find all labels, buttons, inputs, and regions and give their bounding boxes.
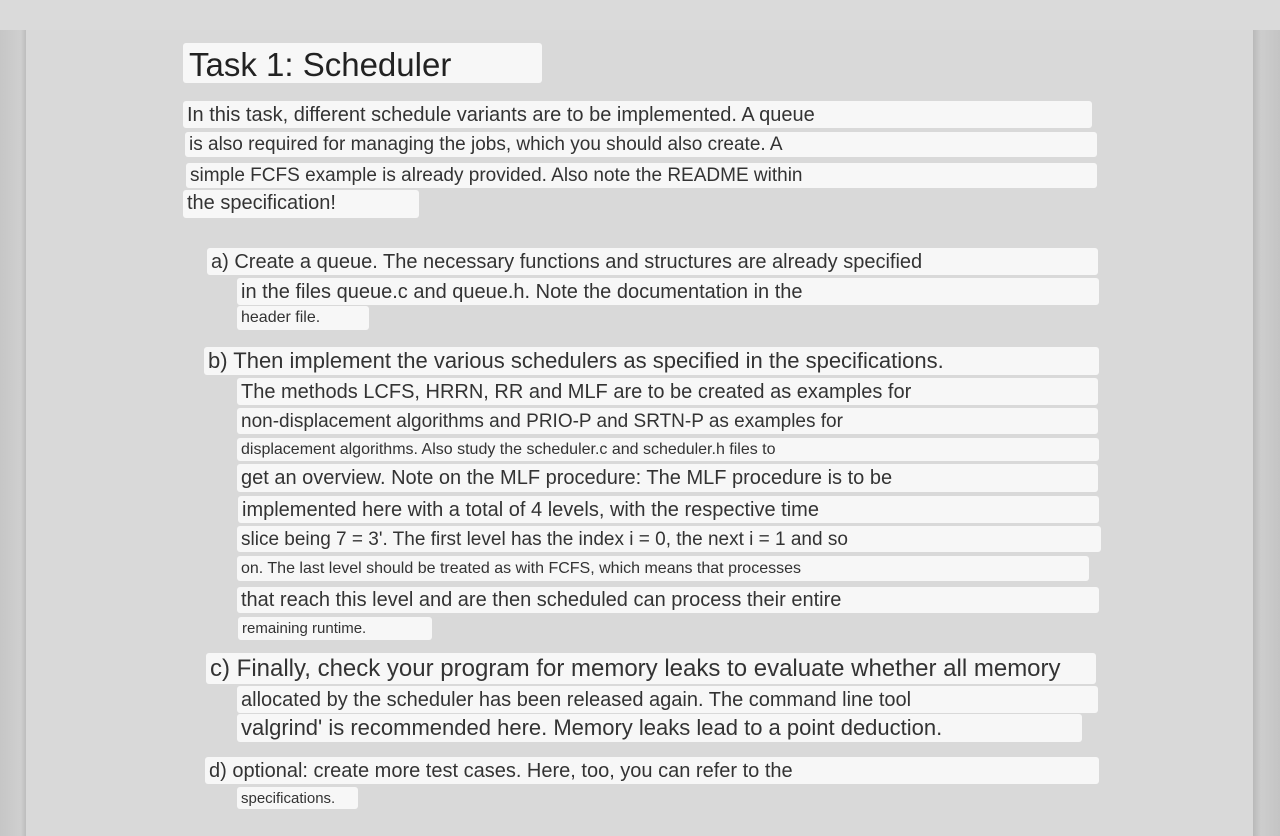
part-c-line: c) Finally, check your program for memory leaks to evaluate whether all memory [206,653,1096,684]
intro-line: the specification! [183,190,419,218]
part-b-line: get an overview. Note on the MLF procedure: The MLF procedure is to be [237,464,1098,492]
part-a-line: header file. [237,306,369,330]
part-b-line: that reach this level and are then scheduled can process their entire [237,587,1099,613]
part-a-line: in the files queue.c and queue.h. Note the documentation in the [237,278,1099,305]
intro-line: In this task, different schedule variants are to be implemented. A queue [183,101,1092,128]
part-b-line: displacement algorithms. Also study the scheduler.c and scheduler.h files to [237,438,1099,461]
part-b-line: non-displacement algorithms and PRIO-P and SRTN-P as examples for [237,408,1098,434]
part-b-line: The methods LCFS, HRRN, RR and MLF are to be created as examples for [237,378,1098,405]
part-b-line: remaining runtime. [238,617,432,640]
part-c-line: allocated by the scheduler has been released again. The command line tool [237,686,1098,713]
page-title: Task 1: Scheduler [183,43,542,83]
right-page-edge [1253,30,1280,836]
part-b-line: on. The last level should be treated as with FCFS, which means that processes [237,556,1089,581]
part-b-line: slice being 7 = 3'. The first level has the index i = 0, the next i = 1 and so [237,526,1101,552]
intro-line: is also required for managing the jobs, which you should also create. A [185,132,1097,157]
intro-line: simple FCFS example is already provided. Also note the README within [186,163,1097,188]
top-margin [0,0,1280,30]
part-d-line: specifications. [237,787,358,809]
part-a-line: a) Create a queue. The necessary functions and structures are already specified [207,248,1098,275]
left-page-edge [0,30,26,836]
part-c-line: valgrind' is recommended here. Memory leaks lead to a point deduction. [237,714,1082,742]
part-b-line: implemented here with a total of 4 levels, with the respective time [238,496,1099,523]
part-b-line: b) Then implement the various schedulers as specified in the specifications. [204,347,1099,375]
part-d-line: d) optional: create more test cases. Here, too, you can refer to the [205,757,1099,784]
